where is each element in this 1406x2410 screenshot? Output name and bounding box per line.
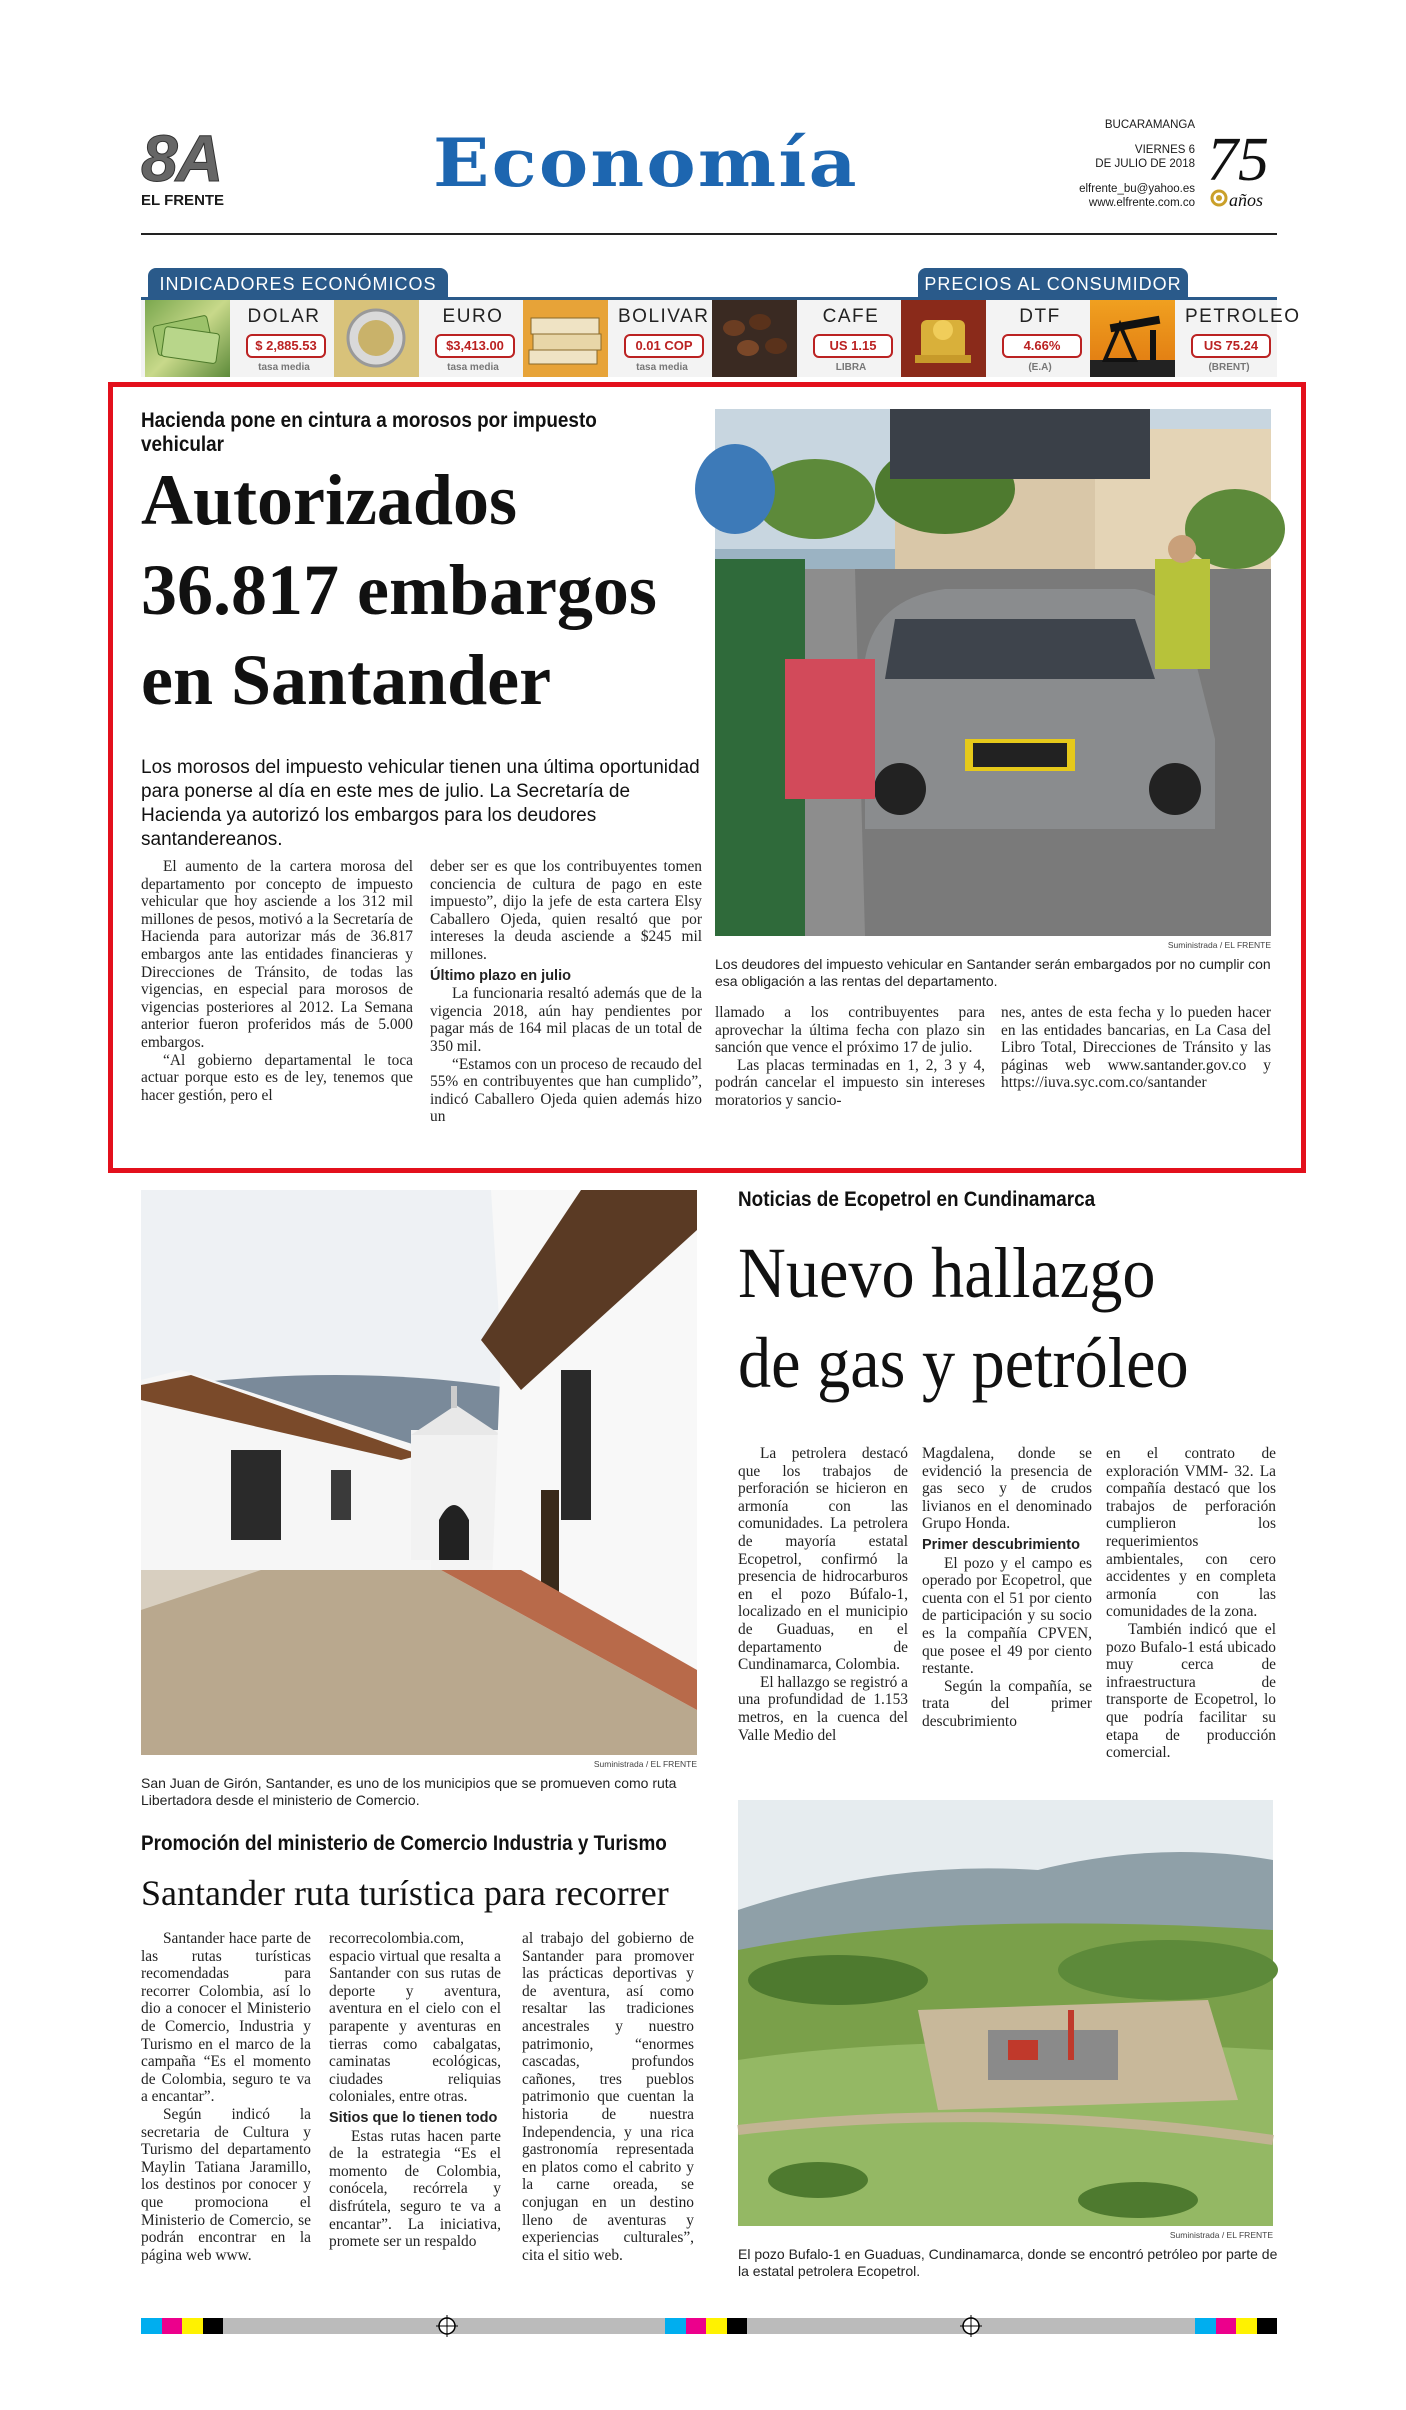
header-rule	[141, 233, 1277, 235]
lead-photo-credit: Suministrada / EL FRENTE	[1167, 940, 1271, 950]
coffee-beans-icon	[712, 300, 797, 377]
section-title: Economía	[433, 124, 859, 202]
gold-coins-icon	[901, 300, 986, 377]
website-link[interactable]: www.elfrente.com.co	[1088, 197, 1195, 209]
lead-summary: Los morosos del impuesto vehicular tienen una última oportunidad para ponerse al día en este mes de julio. La Secretaría de Hacienda ya autorizó los embargos para los deudores santandereanos.	[141, 757, 700, 850]
giron-photo-credit: Suministrada / EL FRENTE	[593, 1759, 697, 1769]
euro-coin-icon	[334, 300, 419, 377]
anniversary-logo	[1205, 118, 1275, 213]
paper-name: EL FRENTE	[141, 192, 225, 209]
lead-col-1: El aumento de la cartera morosa del departamento por concepto de impuesto vehicular que hoy asciende a los 312 mil millones de pesos, motivó a la Secretaría de Hacienda para autorizar más de 36.817 embargos ante las entidades financieras y Direcciones de Tránsito, de todas las vigencias, en especial para morosos de vigencias posteriores al 2012. La Semana anterior fueron proferidos más de 5.000 embargos. “Al gobierno departamental le toca actuar porque esto es de ley, tenemos que hacer gestión, pero el	[141, 858, 413, 1104]
tourism-headline: Santander ruta turística para recorrer	[141, 1873, 669, 1913]
tourism-col-1: Santander hace parte de las rutas turísticas recomendadas para recorrer Colombia, así lo dio a conocer el Ministerio de Comercio, Industria y Turismo en el marco de la campaña “Es el momento de Colombia, seguro te va a encantar”. Según indicó la secretaria de Cultura y Turismo del departamento Maylin Tatiana Jaramillo, los destinos por conocer y que promociona el Ministerio de Comercio, se podrán encontrar en la página web www.	[141, 1930, 311, 2264]
indicator-euro: EURO $3,413.00 tasa media	[334, 300, 523, 377]
ecopetrol-headline: Nuevo hallazgo de gas y petróleo	[738, 1233, 1189, 1403]
oil-pump-icon	[1090, 300, 1175, 377]
ecopetrol-subhead: Primer descubrimiento	[922, 1536, 1080, 1553]
ecopetrol-col-2: Magdalena, donde se evidenció la presencia de gas seco y de crudos livianos en el denominado Grupo Honda. Primer descubrimiento El pozo y el campo es operado por Ecopetrol, que cuenta con el 51 por ciento de participación y su socio es la compañía CPVEN, que posee el 49 por ciento restante. Según la compañía, se trata del primer descubrimiento	[922, 1445, 1092, 1730]
ecopetrol-col-1: La petrolera destacó que los trabajos de perforación se hicieron en armonía con las comunidades. La petrolera de mayoría estatal Ecopetrol, confirmó la presencia de hidrocarburos en el pozo Búfalo-1, localizado en el municipio de Guaduas, en el departamento de Cundinamarca, Colombia. El hallazgo se registró a una profundidad de 1.153 metros, en la cuenca del Valle Medio del	[738, 1445, 908, 1744]
registration-mark-icon	[436, 2315, 458, 2337]
anniversary-number: 75	[1207, 126, 1269, 194]
day: VIERNES 6	[1134, 143, 1195, 156]
money-icon	[145, 300, 230, 377]
indicator-petroleo: PETROLEO US 75.24 (BRENT)	[1090, 300, 1279, 377]
date: DE JULIO DE 2018	[1095, 158, 1195, 170]
lead-subhead: Último plazo en julio	[430, 967, 571, 984]
indicators-tab: INDICADORES ECONÓMICOS	[148, 268, 448, 300]
lead-caption: Los deudores del impuesto vehicular en Santander serán embargados por no cumplir con esa obligación a las rentas del departamento.	[715, 956, 1271, 989]
indicator-dtf: DTF 4.66% (E.A)	[901, 300, 1090, 377]
lead-col-3: llamado a los contribuyentes para aprovechar la última fecha con plazo sin sanción que vence el próximo 17 de julio. Las placas terminadas en 1, 2, 3 y 4, podrán cancelar el impuesto sin intereses moratorios y sancio-	[715, 1004, 985, 1109]
tourism-subhead: Sitios que lo tienen todo	[329, 2109, 498, 2126]
indicator-cafe: CAFE US 1.15 LIBRA	[712, 300, 901, 377]
color-marks-left	[141, 2318, 223, 2334]
color-marks-center	[665, 2318, 747, 2334]
ecopetrol-kicker: Noticias de Ecopetrol en Cundinamarca	[738, 1188, 1096, 1211]
giron-caption: San Juan de Girón, Santander, es uno de los municipios que se promueven como ruta Libertadora desde el ministerio de Comercio.	[141, 1775, 677, 1808]
ecopetrol-photo-credit: Suministrada / EL FRENTE	[1169, 2230, 1273, 2240]
header-info	[1040, 118, 1195, 211]
color-marks-right	[1195, 2318, 1277, 2334]
lead-col-4: nes, antes de esta fecha y lo pueden hacer en las entidades bancarias, en La Casa del Libro Total, Direcciones de Tránsito y las páginas web www.santander.gov.co y https://iuva.syc.com.co/santander	[1001, 1004, 1271, 1092]
consumer-prices-tab: PRECIOS AL CONSUMIDOR	[918, 268, 1188, 300]
lead-col-2: deber ser es que los contribuyentes tomen conciencia de cultura de pago en este impuesto”, dijo la jefe de esta cartera Elsy Caballero Ojeda, quien resaltó que por intereses la deuda asciende a $245 mil millones. Último plazo en julio La funcionaria resaltó además que de la vigencia 2018, aún hay pendientes por pagar más de 164 mil placas de un total de 350 mil. “Estamos con un proceso de recaudo del 55% en contribuyentes que han cumplido”, indicó Caballero Ojeda quien además hizo un	[430, 858, 702, 1126]
ecopetrol-photo	[738, 1800, 1273, 2226]
giron-photo	[141, 1190, 697, 1755]
lead-kicker: Hacienda pone en cintura a morosos por impuesto vehicular	[141, 409, 597, 456]
tourism-col-2: recorrecolombia.com, espacio virtual que resalta a Santander con sus rutas de deporte y aventura, aventura en el cielo con el parapente y aventuras en tierras como cabalgatas, caminatas ecológicas, ciudades reliquias coloniales, entre otras. Sitios que lo tienen todo Estas rutas hacen parte de la estrategia “Es el momento de Colombia, conócela, recórrela y disfrútela, seguro te va a encantar”. La iniciativa, promete ser un respaldo	[329, 1930, 501, 2251]
lead-headline: Autorizados 36.817 embargos en Santander	[141, 460, 657, 720]
tourism-kicker: Promoción del ministerio de Comercio Industria y Turismo	[141, 1832, 667, 1855]
banknotes-icon	[523, 300, 608, 377]
page-number: 8A	[141, 121, 222, 195]
city: BUCARAMANGA	[1104, 119, 1195, 131]
email-link[interactable]: elfrente_bu@yahoo.es	[1079, 182, 1195, 195]
ecopetrol-col-3: en el contrato de exploración VMM- 32. La compañía destacó que los trabajos de perforación cumplieron los requerimientos ambientales, con cero accidentes y en completa armonía con las comunidades de la zona. También indicó que el pozo Bufalo-1 está ubicado muy cerca de infraestructura de transporte de Ecopetrol, lo que podría facilitar su etapa de producción comercial.	[1106, 1445, 1276, 1762]
indicator-bolivar: BOLIVAR 0.01 COP tasa media	[523, 300, 712, 377]
ecopetrol-caption: El pozo Bufalo-1 en Guaduas, Cundinamarca, donde se encontró petróleo por parte de la estatal petrolera Ecopetrol.	[738, 2246, 1278, 2279]
indicator-dolar: DOLAR $ 2,885.53 tasa media	[145, 300, 334, 377]
anniversary-word: años	[1229, 190, 1264, 210]
registration-mark-icon	[960, 2315, 982, 2337]
tourism-col-3: al trabajo del gobierno de Santander para promover las prácticas deportivas y de aventura, así como resaltar las tradiciones ancestrales y nuestro patrimonio, “enormes cascadas, profundos cañones, tres pueblos patrimonio que cuentan la historia de nuestra Independencia, y una rica gastronomía representada en platos como el cabrito y la carne oreada, se conjugan en un destino lleno de aventuras y experiencias culturales”, cita el sitio web.	[522, 1930, 694, 2264]
lead-photo	[715, 409, 1271, 936]
